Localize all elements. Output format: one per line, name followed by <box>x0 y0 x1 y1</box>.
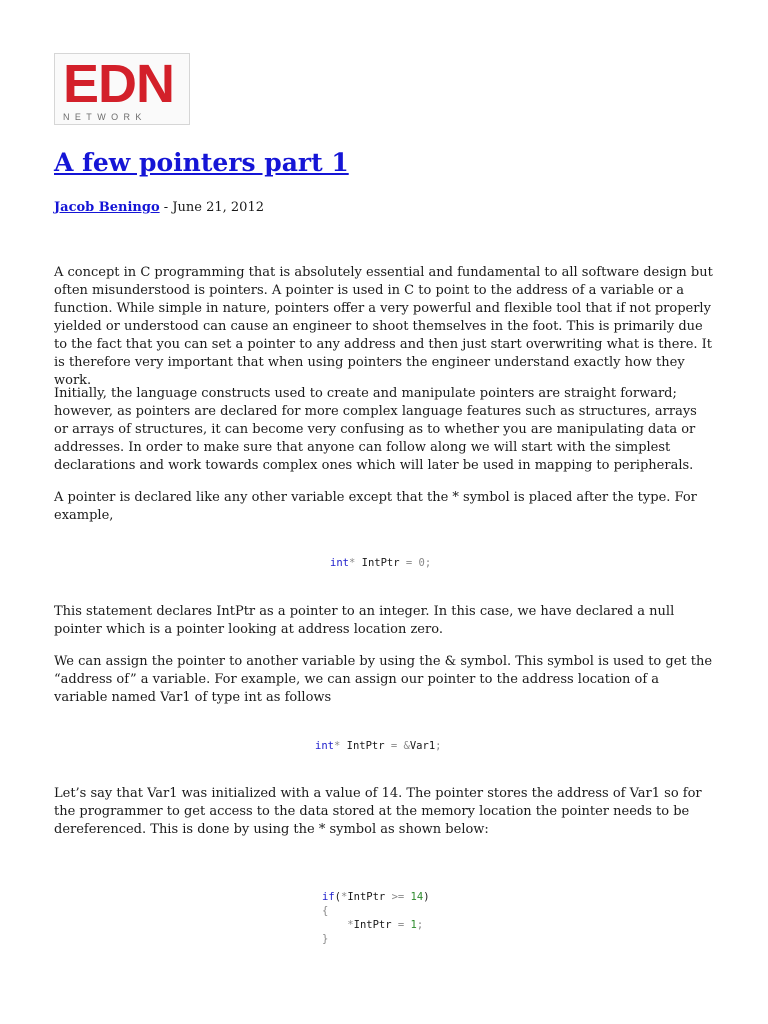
code-identifier: IntPtr <box>340 740 391 752</box>
code-identifier: IntPtr <box>353 919 398 931</box>
code-brace-close: } <box>322 933 329 945</box>
code-type-keyword: int <box>330 557 349 569</box>
code-variable: Var1 <box>409 740 436 752</box>
date-separator: - <box>159 200 173 215</box>
article-title-link[interactable]: A few pointers part 1 <box>54 148 349 177</box>
byline <box>54 199 264 217</box>
paragraph-intro: A concept in C programming that is absolutely essential and fundamental to all software design but often misunderstood is pointers. A pointer is used in C to point to the address of a variable or a function. While simple in nature, pointers offer a very powerful and flexible tool that if not properly yielded or understood can cause an engineer to shoot themselves in the foot. This is primarily due to the fact that you can set a pointer to any address and then just start overwriting what is there. It is therefore very important that when using pointers the engineer understand exactly how they work. <box>54 265 713 388</box>
author-link[interactable]: Jacob Beningo <box>54 200 160 215</box>
edn-network-logo[interactable] <box>54 53 190 125</box>
code-snippet-assignment <box>315 739 441 753</box>
code-paren-close: ) <box>423 891 430 903</box>
code-number: 1 <box>404 919 417 931</box>
code-address-op: & <box>397 740 410 752</box>
code-snippet-declaration <box>330 556 431 570</box>
code-semicolon: ; <box>424 557 432 569</box>
code-assign-op: = <box>397 919 405 931</box>
code-deref-star: * <box>347 919 354 931</box>
code-semicolon: ; <box>416 919 424 931</box>
code-semicolon: ; <box>435 740 442 752</box>
code-if-keyword: if <box>322 891 335 903</box>
code-assign-op: = <box>405 557 413 569</box>
code-deref-star: * <box>340 891 348 903</box>
paragraph-constructs: Initially, the language constructs used to create and manipulate pointers are straight forward; however, as pointers are declared for more complex language features such as structures, arrays or arrays of structures, it can become very confusing as to whether you are manipulating data or addresses. In order to make sure that anyone can follow along we will start with the simplest declarations and work towards complex ones which will later be used in mapping to peripherals. <box>54 386 697 473</box>
paragraph-address-of: We can assign the pointer to another variable by using the & symbol. This symbol is used to get the “address of” a variable. For example, we can assign our pointer to the address location of a variable named Var1 of type int as follows <box>54 654 713 705</box>
code-type-keyword: int <box>315 740 334 752</box>
logo-main-text: EDN <box>63 54 175 114</box>
code-identifier: IntPtr <box>347 891 392 903</box>
code-assign-op: = <box>390 740 398 752</box>
logo-sub-text: NETWORK <box>63 112 147 122</box>
code-identifier: IntPtr <box>355 557 406 569</box>
paragraph-null-pointer: This statement declares IntPtr as a pointer to an integer. In this case, we have declared a null pointer which is a pointer looking at address location zero. <box>54 604 675 637</box>
code-snippet-dereference <box>322 890 430 946</box>
code-brace-open: { <box>322 905 329 917</box>
paragraph-declaration: A pointer is declared like any other variable except that the * symbol is placed after the type. For example, <box>54 490 697 523</box>
paragraph-dereference: Let’s say that Var1 was initialized with a value of 14. The pointer stores the address of Var1 so for the programmer to get access to the data stored at the memory location the pointer needs to be dereferenced. This is done by using the * symbol as shown below: <box>54 786 702 837</box>
publish-date: June 21, 2012 <box>172 200 264 215</box>
code-number: 14 <box>404 891 424 903</box>
code-pointer-star: * <box>333 740 341 752</box>
code-paren-open: ( <box>334 891 341 903</box>
code-compare-op: >= <box>391 891 405 903</box>
code-pointer-star: * <box>348 557 356 569</box>
code-value: 0 <box>412 557 425 569</box>
